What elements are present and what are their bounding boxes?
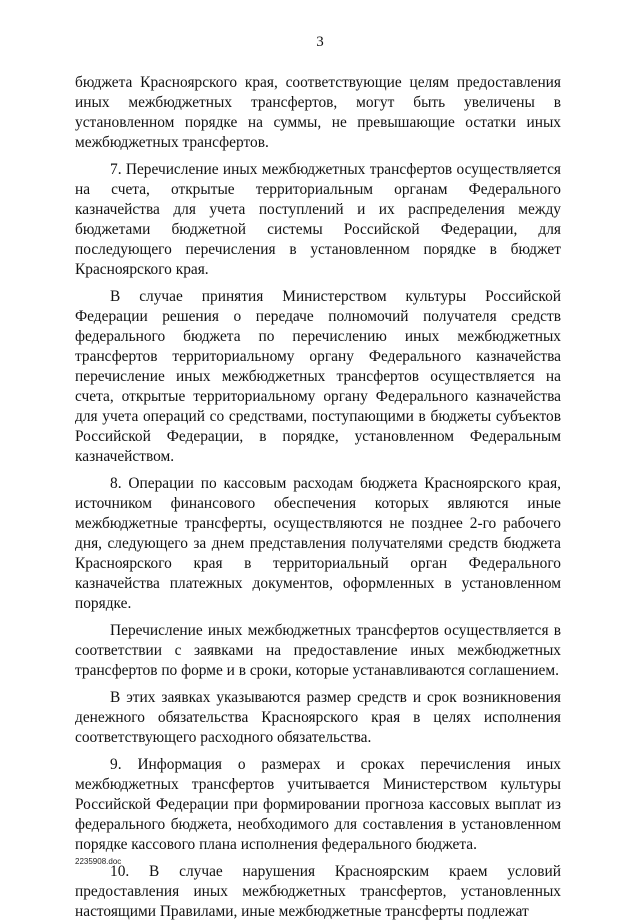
paragraph: В этих заявках указываются размер средств и срок возникновения денежного обязательства Красноярского края в целях исполнения соответствующего расходного обязательства. — [75, 689, 561, 746]
paragraph: В случае принятия Министерством культуры Российской Федерации решения о передаче полномочий получателя средств федерального бюджета по перечислению иных межбюджетных трансфертов территориальному органу Федерального казначейства перечисление иных межбюджетных трансфертов осуществляется на счета, открытые территориальному органу Федерального казначейства для учета операций со средствами, поступающими в бюджеты субъектов Российской Федерации, в порядке, установленном Федеральным казначейством. — [75, 288, 561, 465]
paragraph: 7. Перечисление иных межбюджетных трансфертов осуществляется на счета, открытые территориальным органам Федерального казначейства для учета поступлений и их распределения между бюджетами бюджетной системы Российской Федерации, для последующего перечисления в установленном порядке в бюджет Красноярского края. — [75, 161, 561, 278]
page-number: 3 — [316, 34, 324, 50]
document-body — [75, 73, 561, 922]
paragraph: бюджета Красноярского края, соответствующие целям предоставления иных межбюджетных трансфертов, могут быть увеличены в установленном порядке на суммы, не превышающие остатки иных межбюджетных трансфертов. — [75, 74, 561, 151]
paragraph: Перечисление иных межбюджетных трансфертов осуществляется в соответствии с заявками на предоставление иных межбюджетных трансфертов по форме и в сроки, которые устанавливаются соглашением. — [75, 622, 561, 679]
paragraph: 10. В случае нарушения Красноярским краем условий предоставления иных межбюджетных трансфертов, установленных настоящими Правилами, иные межбюджетные трансферты подлежат — [75, 863, 561, 920]
paragraph: 8. Операции по кассовым расходам бюджета Красноярского края, источником финансового обеспечения которых являются иные межбюджетные трансферты, осуществляются не позднее 2-го рабочего дня, следующего за днем представления получателями средств бюджета Красноярского края в территориальный орган Федерального казначейства платежных документов, оформленных в установленном порядке. — [75, 475, 561, 612]
document-file-code: 2235908.doc — [75, 857, 122, 866]
paragraph: 9. Информация о размерах и сроках перечисления иных межбюджетных трансфертов учитывается Министерством культуры Российской Федерации при формировании прогноза кассовых выплат из федерального бюджета, необходимого для составления в установленном порядке кассового плана исполнения федерального бюджета. — [75, 756, 561, 853]
